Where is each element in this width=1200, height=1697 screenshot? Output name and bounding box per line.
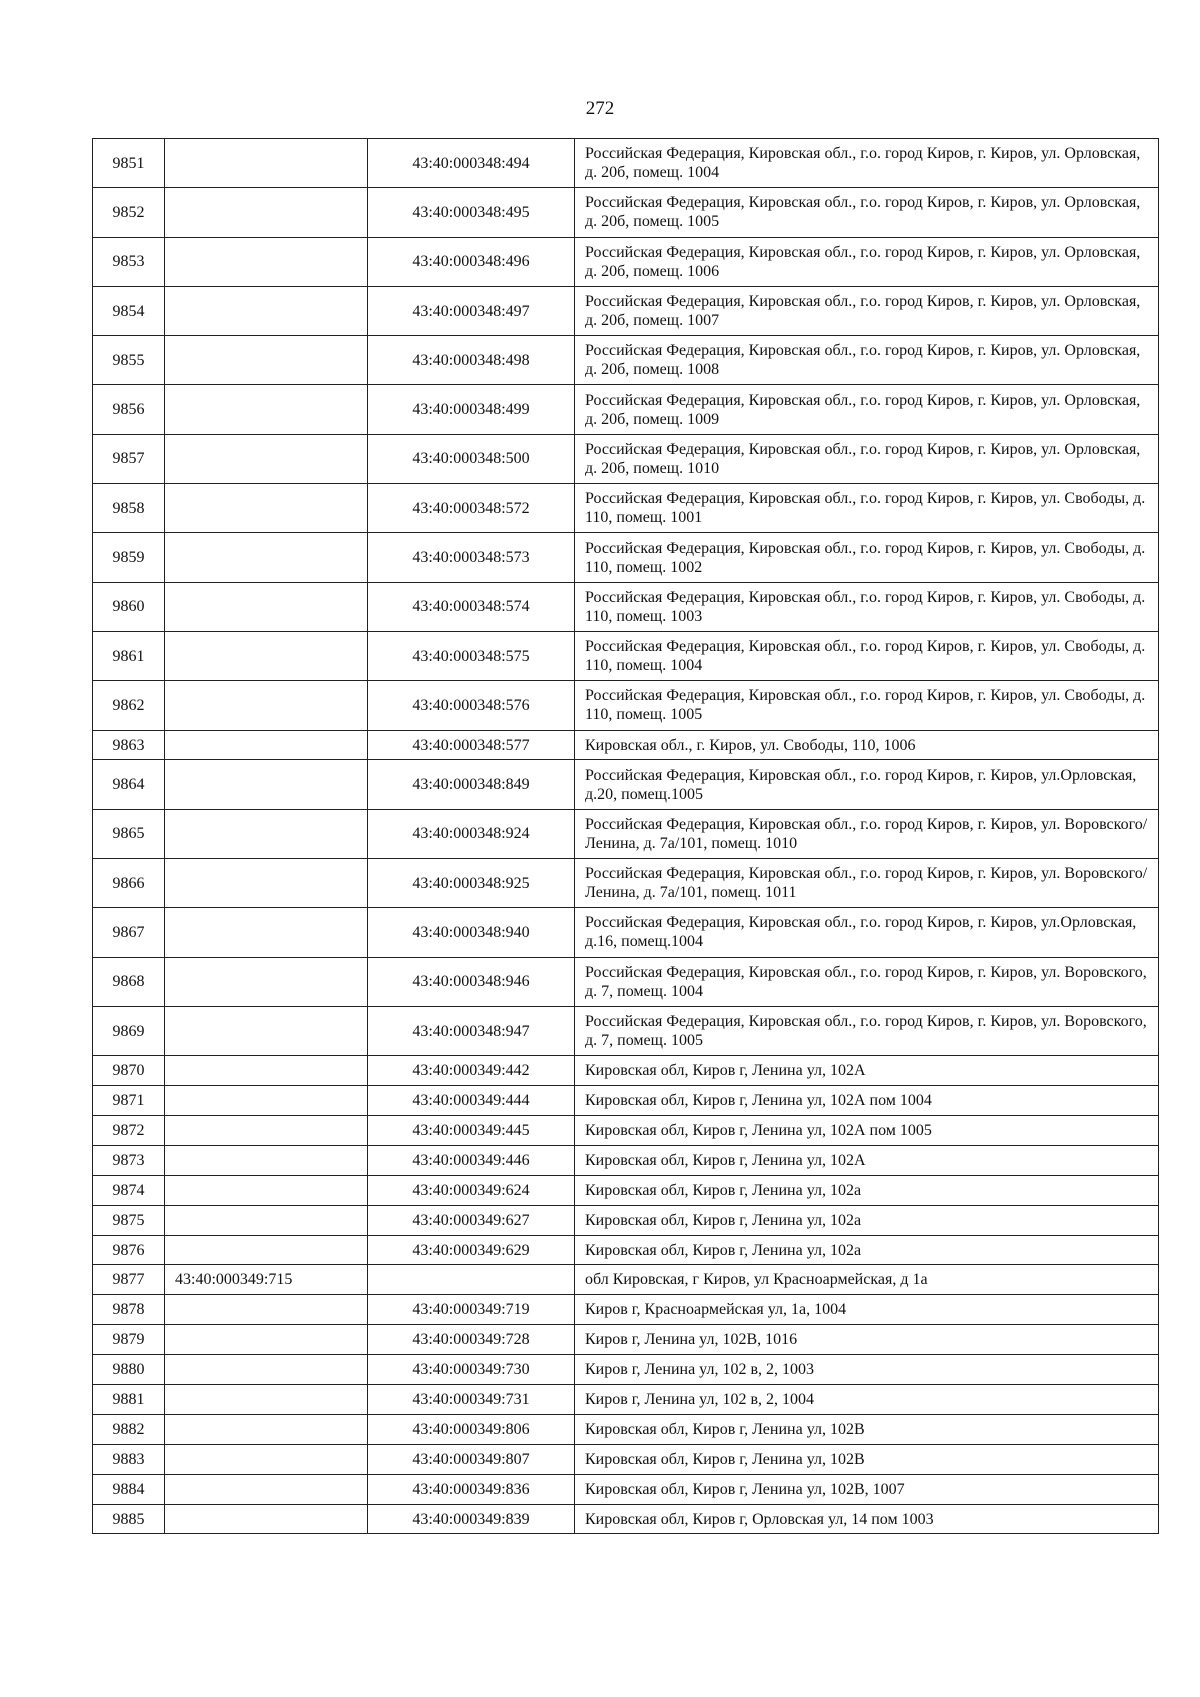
address-cell: Кировская обл, Киров г, Ленина ул, 102а xyxy=(575,1205,1159,1235)
address-cell: Российская Федерация, Кировская обл., г.о. город Киров, г. Киров, ул. Свободы, д. 110, помещ. 1002 xyxy=(575,533,1159,582)
cadastral-number-cell: 43:40:000348:500 xyxy=(368,434,575,483)
parent-cadastral-number-cell xyxy=(165,533,368,582)
address-cell: Кировская обл, Киров г, Ленина ул, 102А пом 1004 xyxy=(575,1086,1159,1116)
table-row xyxy=(93,139,1159,188)
table-row xyxy=(93,484,1159,533)
parent-cadastral-number-cell xyxy=(165,1474,368,1504)
row-number-cell: 9863 xyxy=(93,730,165,760)
table-row xyxy=(93,336,1159,385)
table-row xyxy=(93,957,1159,1006)
row-number-cell: 9853 xyxy=(93,237,165,286)
table-row xyxy=(93,1504,1159,1534)
row-number-cell: 9857 xyxy=(93,434,165,483)
parent-cadastral-number-cell xyxy=(165,1056,368,1086)
address-cell: Российская Федерация, Кировская обл., г.о. город Киров, г. Киров, ул. Свободы, д. 110, помещ. 1004 xyxy=(575,631,1159,680)
row-number-cell: 9879 xyxy=(93,1325,165,1355)
row-number-cell: 9877 xyxy=(93,1265,165,1295)
row-number-cell: 9883 xyxy=(93,1444,165,1474)
parent-cadastral-number-cell xyxy=(165,237,368,286)
cadastral-number-cell: 43:40:000349:719 xyxy=(368,1295,575,1325)
row-number-cell: 9865 xyxy=(93,809,165,858)
parent-cadastral-number-cell xyxy=(165,1414,368,1444)
address-cell: Российская Федерация, Кировская обл., г.о. город Киров, г. Киров, ул. Орловская, д. 20б, помещ. 1007 xyxy=(575,286,1159,335)
parent-cadastral-number-cell xyxy=(165,1205,368,1235)
cadastral-number-cell: 43:40:000348:575 xyxy=(368,631,575,680)
cadastral-number-cell: 43:40:000348:946 xyxy=(368,957,575,1006)
table-row xyxy=(93,1175,1159,1205)
address-cell: Киров г, Ленина ул, 102 в, 2, 1003 xyxy=(575,1355,1159,1385)
cadastral-number-cell: 43:40:000349:806 xyxy=(368,1414,575,1444)
row-number-cell: 9878 xyxy=(93,1295,165,1325)
table-row xyxy=(93,582,1159,631)
table-row xyxy=(93,533,1159,582)
cadastral-number-cell: 43:40:000349:445 xyxy=(368,1116,575,1146)
row-number-cell: 9870 xyxy=(93,1056,165,1086)
row-number-cell: 9859 xyxy=(93,533,165,582)
row-number-cell: 9862 xyxy=(93,681,165,730)
table-row xyxy=(93,730,1159,760)
address-cell: Киров г, Ленина ул, 102 в, 2, 1004 xyxy=(575,1385,1159,1415)
cadastral-number-cell: 43:40:000348:499 xyxy=(368,385,575,434)
parent-cadastral-number-cell xyxy=(165,1086,368,1116)
address-cell: Российская Федерация, Кировская обл., г.о. город Киров, г. Киров, ул. Орловская, д. 20б, помещ. 1008 xyxy=(575,336,1159,385)
parent-cadastral-number-cell xyxy=(165,730,368,760)
table-row xyxy=(93,1385,1159,1415)
table-row xyxy=(93,631,1159,680)
row-number-cell: 9854 xyxy=(93,286,165,335)
table-row xyxy=(93,1444,1159,1474)
row-number-cell: 9861 xyxy=(93,631,165,680)
address-cell: Кировская обл, Киров г, Ленина ул, 102А пом 1005 xyxy=(575,1116,1159,1146)
address-cell: Кировская обл, Киров г, Орловская ул, 14 пом 1003 xyxy=(575,1504,1159,1534)
table-row xyxy=(93,1205,1159,1235)
parent-cadastral-number-cell xyxy=(165,336,368,385)
table-row xyxy=(93,1056,1159,1086)
parent-cadastral-number-cell xyxy=(165,681,368,730)
row-number-cell: 9869 xyxy=(93,1006,165,1055)
cadastral-number-cell: 43:40:000348:574 xyxy=(368,582,575,631)
address-cell: Российская Федерация, Кировская обл., г.о. город Киров, г. Киров, ул. Свободы, д. 110, помещ. 1001 xyxy=(575,484,1159,533)
address-cell: Кировская обл, Киров г, Ленина ул, 102В xyxy=(575,1414,1159,1444)
address-cell: Кировская обл, Киров г, Ленина ул, 102А xyxy=(575,1056,1159,1086)
parent-cadastral-number-cell xyxy=(165,1116,368,1146)
cadastral-number-cell: 43:40:000348:497 xyxy=(368,286,575,335)
row-number-cell: 9873 xyxy=(93,1145,165,1175)
row-number-cell: 9875 xyxy=(93,1205,165,1235)
address-cell: Российская Федерация, Кировская обл., г.о. город Киров, г. Киров, ул. Воровского/Ленина, д. 7а/101, помещ. 1011 xyxy=(575,859,1159,908)
table-row xyxy=(93,188,1159,237)
page-number: 272 xyxy=(585,98,615,119)
table-row xyxy=(93,434,1159,483)
address-cell: Кировская обл, Киров г, Ленина ул, 102а xyxy=(575,1175,1159,1205)
address-cell: Кировская обл, Киров г, Ленина ул, 102А xyxy=(575,1145,1159,1175)
parent-cadastral-number-cell xyxy=(165,385,368,434)
cadastral-number-cell: 43:40:000348:573 xyxy=(368,533,575,582)
row-number-cell: 9868 xyxy=(93,957,165,1006)
table-row xyxy=(93,1116,1159,1146)
parent-cadastral-number-cell xyxy=(165,1175,368,1205)
address-cell: Российская Федерация, Кировская обл., г.о. город Киров, г. Киров, ул. Орловская, д. 20б, помещ. 1006 xyxy=(575,237,1159,286)
cadastral-number-cell: 43:40:000349:731 xyxy=(368,1385,575,1415)
address-cell: Российская Федерация, Кировская обл., г.о. город Киров, г. Киров, ул.Орловская, д.20, помещ.1005 xyxy=(575,760,1159,809)
row-number-cell: 9876 xyxy=(93,1235,165,1265)
cadastral-number-cell: 43:40:000349:836 xyxy=(368,1474,575,1504)
table-row xyxy=(93,1474,1159,1504)
row-number-cell: 9860 xyxy=(93,582,165,631)
address-cell: Российская Федерация, Кировская обл., г.о. город Киров, г. Киров, ул. Свободы, д. 110, помещ. 1005 xyxy=(575,681,1159,730)
row-number-cell: 9871 xyxy=(93,1086,165,1116)
parent-cadastral-number-cell xyxy=(165,286,368,335)
parent-cadastral-number-cell xyxy=(165,139,368,188)
row-number-cell: 9866 xyxy=(93,859,165,908)
cadastral-number-cell: 43:40:000348:947 xyxy=(368,1006,575,1055)
address-cell: Российская Федерация, Кировская обл., г.о. город Киров, г. Киров, ул. Орловская, д. 20б, помещ. 1010 xyxy=(575,434,1159,483)
table-row xyxy=(93,1235,1159,1265)
row-number-cell: 9864 xyxy=(93,760,165,809)
table-row xyxy=(93,1086,1159,1116)
parent-cadastral-number-cell xyxy=(165,434,368,483)
table-row xyxy=(93,1265,1159,1295)
address-cell: Киров г, Ленина ул, 102В, 1016 xyxy=(575,1325,1159,1355)
row-number-cell: 9881 xyxy=(93,1385,165,1415)
table-row xyxy=(93,1295,1159,1325)
address-cell: Кировская обл, Киров г, Ленина ул, 102а xyxy=(575,1235,1159,1265)
row-number-cell: 9851 xyxy=(93,139,165,188)
address-cell: Кировская обл, Киров г, Ленина ул, 102В xyxy=(575,1444,1159,1474)
row-number-cell: 9884 xyxy=(93,1474,165,1504)
table-row xyxy=(93,1006,1159,1055)
address-cell: Российская Федерация, Кировская обл., г.о. город Киров, г. Киров, ул.Орловская, д.16, помещ.1004 xyxy=(575,908,1159,957)
cadastral-number-cell xyxy=(368,1265,575,1295)
table-row xyxy=(93,286,1159,335)
address-cell: Российская Федерация, Кировская обл., г.о. город Киров, г. Киров, ул. Свободы, д. 110, помещ. 1003 xyxy=(575,582,1159,631)
row-number-cell: 9880 xyxy=(93,1355,165,1385)
cadastral-number-cell: 43:40:000348:494 xyxy=(368,139,575,188)
parent-cadastral-number-cell xyxy=(165,1325,368,1355)
parent-cadastral-number-cell xyxy=(165,957,368,1006)
address-cell: Кировская обл, Киров г, Ленина ул, 102В, 1007 xyxy=(575,1474,1159,1504)
cadastral-number-cell: 43:40:000349:728 xyxy=(368,1325,575,1355)
cadastral-number-cell: 43:40:000349:730 xyxy=(368,1355,575,1385)
parent-cadastral-number-cell xyxy=(165,1295,368,1325)
row-number-cell: 9855 xyxy=(93,336,165,385)
table-row xyxy=(93,385,1159,434)
row-number-cell: 9885 xyxy=(93,1504,165,1534)
cadastral-number-cell: 43:40:000349:629 xyxy=(368,1235,575,1265)
parent-cadastral-number-cell xyxy=(165,1355,368,1385)
table-row xyxy=(93,681,1159,730)
table-row xyxy=(93,859,1159,908)
cadastral-number-cell: 43:40:000349:807 xyxy=(368,1444,575,1474)
parent-cadastral-number-cell xyxy=(165,908,368,957)
row-number-cell: 9852 xyxy=(93,188,165,237)
row-number-cell: 9858 xyxy=(93,484,165,533)
parent-cadastral-number-cell xyxy=(165,484,368,533)
cadastral-number-cell: 43:40:000348:496 xyxy=(368,237,575,286)
parent-cadastral-number-cell xyxy=(165,1145,368,1175)
cadastral-number-cell: 43:40:000348:576 xyxy=(368,681,575,730)
parent-cadastral-number-cell: 43:40:000349:715 xyxy=(165,1265,368,1295)
address-cell: обл Кировская, г Киров, ул Красноармейская, д 1а xyxy=(575,1265,1159,1295)
address-cell: Российская Федерация, Кировская обл., г.о. город Киров, г. Киров, ул. Воровского/Ленина, д. 7а/101, помещ. 1010 xyxy=(575,809,1159,858)
parent-cadastral-number-cell xyxy=(165,188,368,237)
parent-cadastral-number-cell xyxy=(165,1385,368,1415)
cadastral-number-cell: 43:40:000349:446 xyxy=(368,1145,575,1175)
registry-table-body xyxy=(93,139,1159,1534)
address-cell: Кировская обл., г. Киров, ул. Свободы, 110, 1006 xyxy=(575,730,1159,760)
parent-cadastral-number-cell xyxy=(165,809,368,858)
registry-table xyxy=(92,138,1159,1534)
cadastral-number-cell: 43:40:000349:627 xyxy=(368,1205,575,1235)
table-row xyxy=(93,1355,1159,1385)
address-cell: Российская Федерация, Кировская обл., г.о. город Киров, г. Киров, ул. Воровского, д. 7, помещ. 1004 xyxy=(575,957,1159,1006)
row-number-cell: 9872 xyxy=(93,1116,165,1146)
parent-cadastral-number-cell xyxy=(165,631,368,680)
parent-cadastral-number-cell xyxy=(165,859,368,908)
cadastral-number-cell: 43:40:000348:495 xyxy=(368,188,575,237)
cadastral-number-cell: 43:40:000349:624 xyxy=(368,1175,575,1205)
address-cell: Российская Федерация, Кировская обл., г.о. город Киров, г. Киров, ул. Орловская, д. 20б, помещ. 1009 xyxy=(575,385,1159,434)
table-row xyxy=(93,1325,1159,1355)
parent-cadastral-number-cell xyxy=(165,1504,368,1534)
cadastral-number-cell: 43:40:000348:849 xyxy=(368,760,575,809)
row-number-cell: 9882 xyxy=(93,1414,165,1444)
table-row xyxy=(93,237,1159,286)
cadastral-number-cell: 43:40:000348:925 xyxy=(368,859,575,908)
table-row xyxy=(93,809,1159,858)
parent-cadastral-number-cell xyxy=(165,582,368,631)
address-cell: Киров г, Красноармейская ул, 1а, 1004 xyxy=(575,1295,1159,1325)
cadastral-number-cell: 43:40:000349:444 xyxy=(368,1086,575,1116)
parent-cadastral-number-cell xyxy=(165,1235,368,1265)
cadastral-number-cell: 43:40:000348:924 xyxy=(368,809,575,858)
row-number-cell: 9856 xyxy=(93,385,165,434)
row-number-cell: 9867 xyxy=(93,908,165,957)
cadastral-number-cell: 43:40:000348:498 xyxy=(368,336,575,385)
cadastral-number-cell: 43:40:000349:442 xyxy=(368,1056,575,1086)
parent-cadastral-number-cell xyxy=(165,1006,368,1055)
row-number-cell: 9874 xyxy=(93,1175,165,1205)
cadastral-number-cell: 43:40:000349:839 xyxy=(368,1504,575,1534)
table-row xyxy=(93,760,1159,809)
table-row xyxy=(93,908,1159,957)
cadastral-number-cell: 43:40:000348:577 xyxy=(368,730,575,760)
cadastral-number-cell: 43:40:000348:940 xyxy=(368,908,575,957)
table-row xyxy=(93,1414,1159,1444)
address-cell: Российская Федерация, Кировская обл., г.о. город Киров, г. Киров, ул. Воровского, д. 7, помещ. 1005 xyxy=(575,1006,1159,1055)
address-cell: Российская Федерация, Кировская обл., г.о. город Киров, г. Киров, ул. Орловская, д. 20б, помещ. 1004 xyxy=(575,139,1159,188)
parent-cadastral-number-cell xyxy=(165,760,368,809)
address-cell: Российская Федерация, Кировская обл., г.о. город Киров, г. Киров, ул. Орловская, д. 20б, помещ. 1005 xyxy=(575,188,1159,237)
table-row xyxy=(93,1145,1159,1175)
cadastral-number-cell: 43:40:000348:572 xyxy=(368,484,575,533)
parent-cadastral-number-cell xyxy=(165,1444,368,1474)
